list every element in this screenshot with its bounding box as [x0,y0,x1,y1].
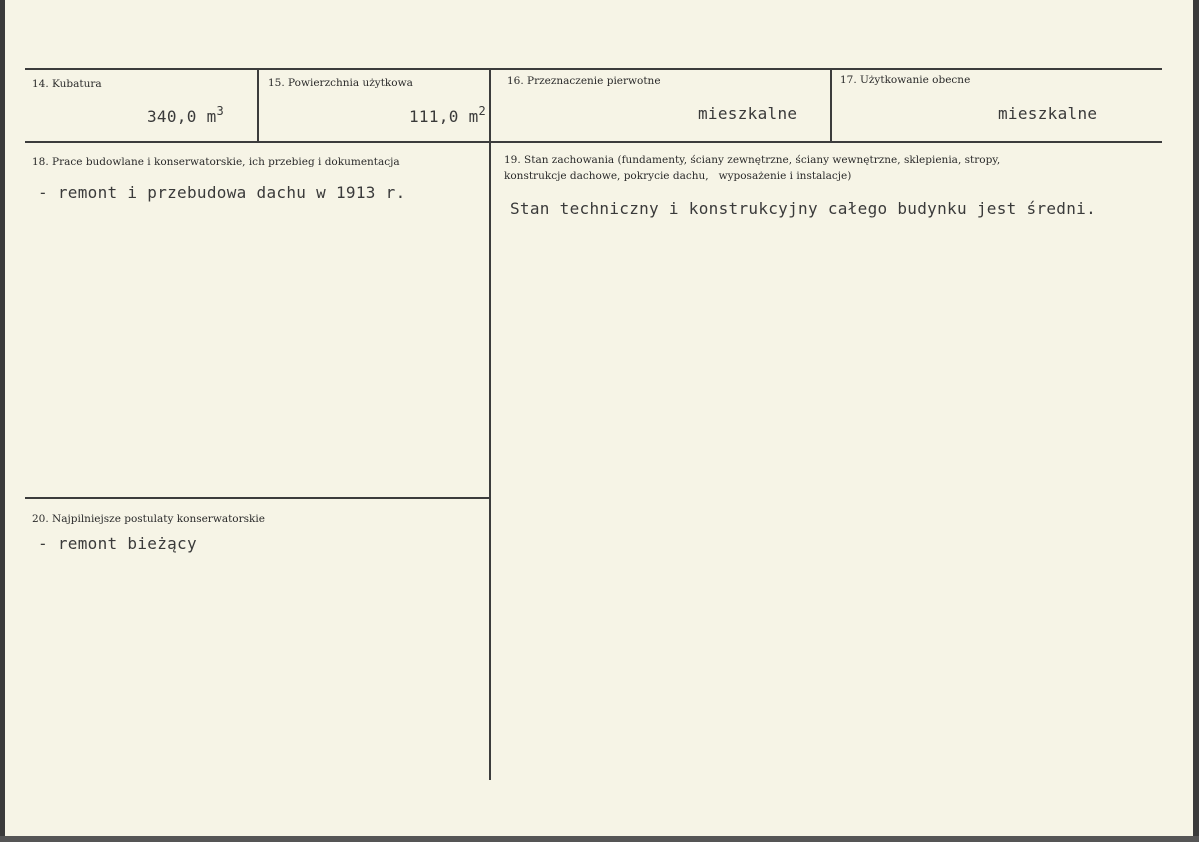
przeznaczenie-value: mieszkalne [698,104,798,123]
kubatura-number: 340,0 m [147,107,217,126]
kubatura-label: 14. Kubatura [32,78,102,90]
uzytkowanie-value: mieszkalne [998,104,1098,123]
scan-edge-bottom [0,836,1199,842]
kubatura-unit-exponent: 3 [216,104,225,118]
row1-bottom-line [25,141,1162,143]
postulaty-label: 20. Najpilniejsze postulaty konserwatorskie [32,513,265,525]
powierzchnia-number: 111,0 m [409,107,479,126]
divider-16-17 [830,69,832,142]
stan-label-line2: konstrukcje dachowe, pokrycie dachu, wyposażenie i instalacje) [504,170,852,182]
stan-value: Stan techniczny i konstrukcyjny całego budynku jest średni. [510,199,1097,218]
section-20-top-line [25,497,490,499]
scan-edge-right [1193,0,1199,842]
divider-15-16 [489,69,491,780]
stan-label-line1: 19. Stan zachowania (fundamenty, ściany zewnętrzne, ściany wewnętrzne, sklepienia, stropy, [504,154,1001,166]
prace-label: 18. Prace budowlane i konserwatorskie, ich przebieg i dokumentacja [32,156,400,168]
scan-edge-left [0,0,5,842]
postulaty-value: - remont bieżący [38,534,197,553]
powierzchnia-label: 15. Powierzchnia użytkowa [268,77,413,89]
kubatura-value [147,104,224,126]
uzytkowanie-label: 17. Użytkowanie obecne [840,74,971,86]
divider-14-15 [257,69,259,142]
powierzchnia-unit-exponent: 2 [478,104,487,118]
przeznaczenie-label: 16. Przeznaczenie pierwotne [507,75,661,87]
powierzchnia-value [409,104,486,126]
prace-value: - remont i przebudowa dachu w 1913 r. [38,183,406,202]
top-border-line [25,68,1162,70]
